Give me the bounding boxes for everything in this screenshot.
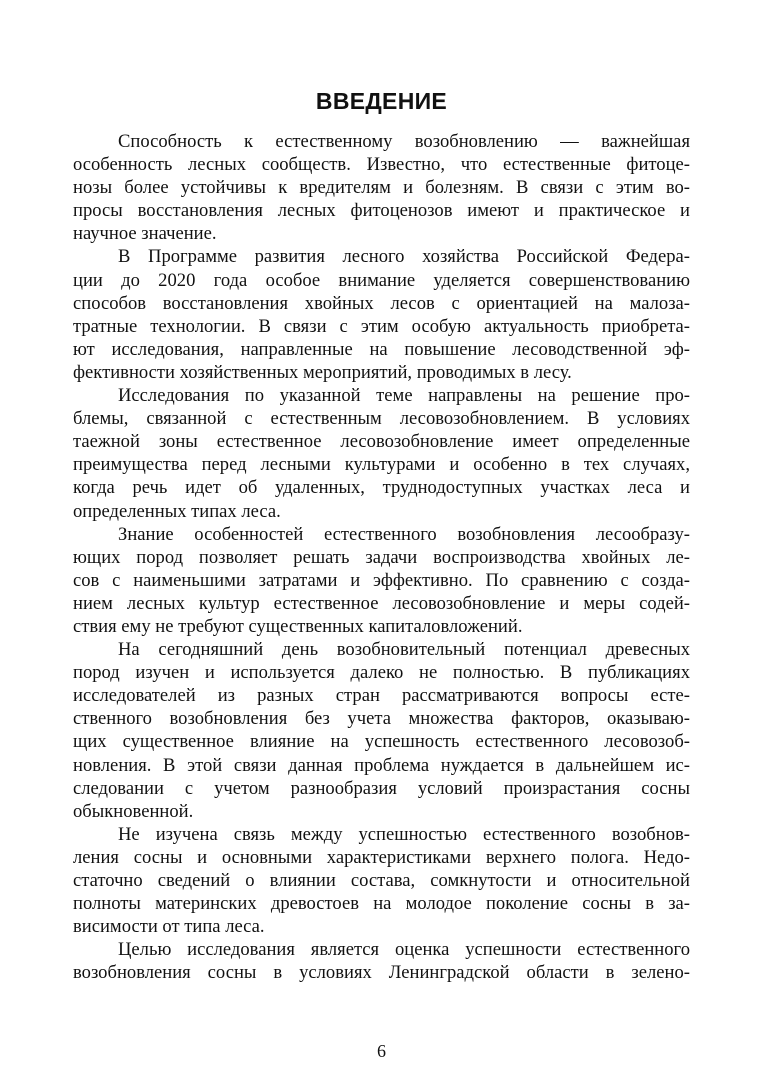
paragraph: [73, 823, 690, 938]
text-line: просы восстановления лесных фитоценозов имеют и практическое и: [73, 200, 690, 222]
text-line: ющих пород позволяет решать задачи воспроизводства хвойных ле-: [73, 546, 690, 568]
text-line: обыкновенной.: [73, 800, 194, 822]
text-line: нозы более устойчивы к вредителям и болезням. В связи с этим во-: [73, 177, 690, 199]
page-number: 6: [377, 1041, 386, 1061]
text-line: пород изучен и используется далеко не полностью. В публикациях: [73, 662, 690, 684]
text-line: таежной зоны естественное лесовозобновление имеет определенные: [73, 431, 690, 453]
text-line: сов с наименьшими затратами и эффективно. По сравнению с созда-: [73, 569, 690, 591]
paragraph: [73, 638, 690, 823]
text-line: Исследования по указанной теме направлены на решение про-: [118, 385, 690, 407]
paragraph: [73, 523, 690, 638]
text-line: фективности хозяйственных мероприятий, проводимых в лесу.: [73, 361, 572, 383]
text-line: ют исследования, направленные на повышение лесоводственной эф-: [73, 338, 690, 360]
text-line: когда речь идет об удаленных, труднодоступных участках леса и: [73, 477, 690, 499]
text-line: статочно сведений о влиянии состава, сомкнутости и относительной: [73, 870, 690, 891]
body-text: [73, 130, 690, 984]
text-line: тратные технологии. В связи с этим особую актуальность приобрета-: [73, 315, 690, 337]
text-line: Способность к естественному возобновлению — важнейшая: [118, 131, 690, 152]
paragraph: [73, 245, 690, 384]
text-line: исследователей из разных стран рассматриваются вопросы есте-: [73, 685, 690, 707]
text-line: ции до 2020 года особое внимание уделяется совершенствованию: [73, 269, 690, 291]
text-line: Целью исследования является оценка успешности естественного: [118, 939, 690, 961]
text-line: возобновления сосны в условиях Ленинградской области в зелено-: [73, 962, 690, 984]
text-line: ственного возобновления без учета множества факторов, оказываю-: [73, 708, 690, 730]
text-line: следовании с учетом разнообразия условий произрастания сосны: [73, 777, 690, 799]
text-line: блемы, связанной с естественным лесовозобновлением. В условиях: [73, 408, 690, 430]
text-line: новления. В этой связи данная проблема нуждается в дальнейшем ис-: [73, 754, 690, 776]
text-line: В Программе развития лесного хозяйства Российской Федера-: [118, 246, 690, 268]
text-line: преимущества перед лесными культурами и особенно в тех случаях,: [73, 454, 690, 476]
text-line: Не изучена связь между успешностью естественного возобнов-: [118, 823, 690, 845]
text-line: ления сосны и основными характеристиками верхнего полога. Недо-: [73, 846, 690, 868]
text-line: висимости от типа леса.: [73, 916, 265, 938]
paragraph: [73, 130, 690, 245]
paragraph: [73, 384, 690, 523]
text-line: Знание особенностей естественного возобновления лесообразу-: [118, 523, 690, 545]
page-title: ВВЕДЕНИЕ: [315, 88, 448, 114]
text-line: особенность лесных сообществ. Известно, что естественные фитоце-: [73, 154, 690, 176]
text-line: способов восстановления хвойных лесов с ориентацией на малоза-: [73, 292, 690, 314]
text-line: ствия ему не требуют существенных капиталовложений.: [73, 615, 523, 637]
text-line: щих существенное влияние на успешность естественного лесовозоб-: [73, 731, 690, 753]
text-line: определенных типах леса.: [73, 500, 281, 522]
text-line: На сегодняшний день возобновительный потенциал древесных: [118, 639, 690, 661]
paragraph: [73, 938, 690, 984]
text-line: полноты материнских древостоев на молодое поколение сосны в за-: [73, 893, 690, 915]
text-line: нием лесных культур естественное лесовозобновление и меры содей-: [73, 592, 690, 614]
text-line: научное значение.: [73, 223, 217, 245]
